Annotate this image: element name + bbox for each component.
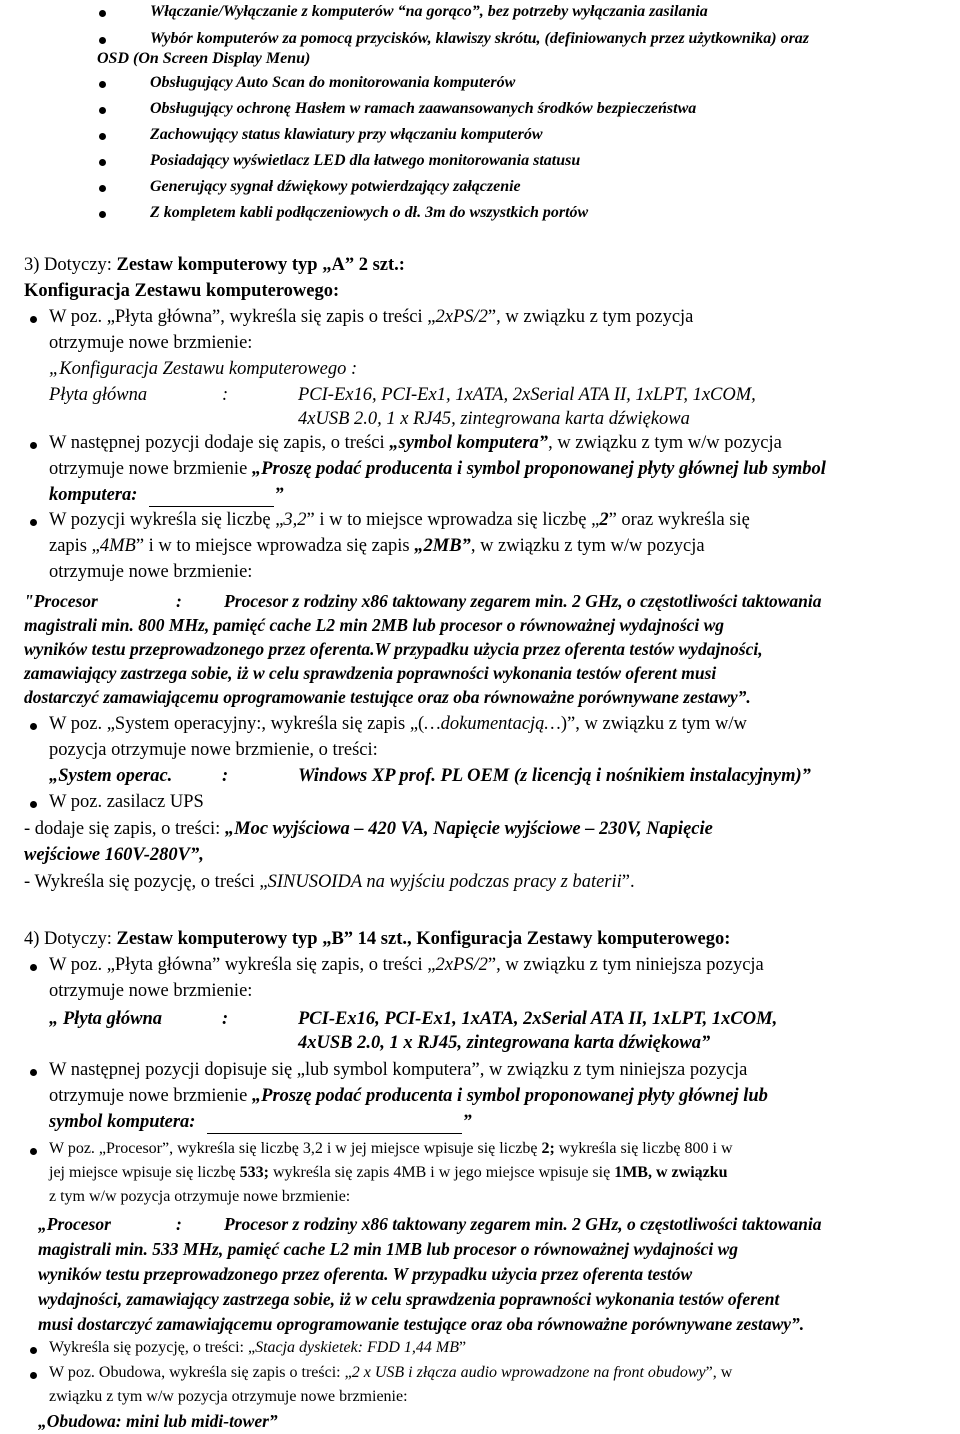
bullet [99, 133, 106, 140]
text: - Wykreśla się pozycję, o treści „ [24, 872, 268, 892]
paragraph-line [49, 1164, 728, 1182]
spec-label: „Procesor [38, 1214, 111, 1234]
text: ”, w związku z tym pozycja [487, 307, 694, 327]
spec-colon: : [222, 385, 229, 405]
spec-label: "Procesor [24, 591, 98, 611]
spec-value-cont: zamawiający zastrzega sobie, iż w celu sprawdzenia poprawności wykonania testów oferent musi [24, 663, 717, 683]
section-subheading: Konfiguracja Zestawu komputerowego: [24, 281, 340, 301]
text: ” [459, 1339, 467, 1356]
paragraph-line [49, 485, 284, 507]
bullet [99, 185, 106, 192]
spec-value-cont: dostarczyć zamawiającemu oprogramowanie testujące oraz oba równoważne porównywane zestawy”. [24, 687, 751, 707]
list-item-continuation: OSD (On Screen Display Menu) [97, 50, 311, 67]
text: Stacja dyskietek: FDD 1,44 MB [255, 1339, 459, 1356]
bullet [30, 1347, 37, 1354]
list-item: Obsługujący ochronę Hasłem w ramach zaawansowanych środków bezpieczeństwa [150, 100, 697, 117]
paragraph-line: „Konfiguracja Zestawu komputerowego : [49, 359, 358, 379]
text: W pozycji wykreśla się liczbę „ [49, 510, 284, 530]
text: komputera: [49, 485, 138, 505]
text: „Proszę podać producenta i symbol proponowanej płyty głównej lub [251, 1086, 768, 1106]
text: , w związku z tym w/w pozycja [548, 433, 782, 453]
text: ” i w to miejsce wprowadza się zapis [135, 536, 415, 556]
text: 2 [599, 510, 609, 530]
paragraph-line: wejściowe 160V-280V”, [24, 845, 204, 865]
paragraph-line: „Obudowa: mini lub midi-tower” [38, 1411, 278, 1431]
spec-value: Procesor z rodziny x86 taktowany zegarem min. 2 GHz, o częstotliwości taktowania [224, 591, 822, 611]
spec-value-cont: wyników testu przeprowadzonego przez oferenta. W przypadku użycia przez oferenta testów [38, 1264, 693, 1284]
spec-colon: : [222, 766, 229, 786]
spec-value: Windows XP prof. PL OEM (z licencją i nośnikiem instalacyjnym)” [298, 766, 811, 786]
text: „2MB” [414, 536, 471, 556]
paragraph-line [49, 536, 705, 557]
text: ”, w związku z tym niniejsza pozycja [487, 955, 764, 975]
spec-label: „System operac. [49, 766, 173, 786]
paragraph-line: pozycja otrzymuje nowe brzmienie, o treści: [49, 740, 378, 760]
bullet [30, 801, 37, 808]
text: ” [462, 1112, 472, 1132]
list-item: Wybór komputerów za pomocą przycisków, klawiszy skrótu, (definiowanych przez użytkownika) oraz [150, 30, 810, 47]
text: 2 x USB i złącza audio wprowadzone na front obudowy [351, 1364, 706, 1381]
text: SINUSOIDA na wyjściu podczas pracy z baterii [267, 872, 622, 892]
spec-value: Procesor z rodziny x86 taktowany zegarem min. 2 GHz, o częstotliwości taktowania [224, 1214, 822, 1234]
text: ”. [621, 872, 635, 892]
bullet [30, 964, 37, 971]
text: otrzymuje nowe brzmienie [49, 1086, 252, 1106]
text: „Proszę podać producenta i symbol proponowanej płyty głównej lub symbol [251, 459, 826, 479]
bullet [30, 1069, 37, 1076]
heading-prefix: 4) Dotyczy: [24, 929, 117, 949]
text: ” i w to miejsce wprowadza się liczbę „ [306, 510, 600, 530]
section-heading-4 [24, 929, 730, 950]
spec-label: Płyta główna [49, 385, 148, 405]
text: 533; [239, 1164, 269, 1181]
paragraph-line: otrzymuje nowe brzmienie: [49, 562, 253, 582]
paragraph [49, 307, 693, 328]
spec-value-cont: magistrali min. 533 MHz, pamięć cache L2 min 1MB lub procesor o równoważnej wydajności wg [38, 1239, 739, 1259]
bullet [30, 1148, 37, 1155]
text: „Moc wyjściowa – 420 VA, Napięcie wyjściowe – 230V, Napięcie [224, 819, 713, 839]
spec-value-cont: wydajności, zamawiający zastrzega sobie, iż w celu sprawdzenia poprawności wykonania testów oferent [38, 1289, 780, 1309]
spec-value-cont: 4xUSB 2.0, 1 x RJ45, zintegrowana karta dźwiękowa” [298, 1033, 711, 1053]
paragraph-line [49, 459, 826, 480]
bullet [30, 1372, 37, 1379]
text: W poz. „Płyta główna” wykreśla się zapis, o treści „ [49, 955, 436, 975]
spec-value-cont: musi dostarczyć zamawiającemu oprogramowanie testujące oraz oba równoważne porównywane zestawy”. [38, 1314, 805, 1334]
bullet [99, 159, 106, 166]
blank-line [149, 485, 274, 507]
text: Wykreśla się pozycję, o treści: „ [49, 1339, 256, 1356]
text: 2xPS/2 [435, 307, 488, 327]
spec-value-cont: magistrali min. 800 MHz, pamięć cache L2 min 2MB lub procesor o równoważnej wydajności wg [24, 615, 725, 635]
bullet [99, 81, 106, 88]
bullet [30, 723, 37, 730]
paragraph [49, 433, 782, 454]
paragraph-line: otrzymuje nowe brzmienie: [49, 333, 253, 353]
list-item: Generujący sygnał dźwiękowy potwierdzający załączenie [150, 178, 521, 195]
spec-colon: : [176, 591, 182, 611]
spec-value-cont: wyników testu przeprowadzonego przez oferenta.W przypadku użycia przez oferenta testów wydajności, [24, 639, 763, 659]
text: wykreśla się zapis 4MB i w jego miejsce wpisuje się [268, 1164, 615, 1181]
bullet [30, 316, 37, 323]
bullet [30, 519, 37, 526]
list-item: Posiadający wyświetlacz LED dla łatwego monitorowania statusu [150, 152, 581, 169]
paragraph [49, 955, 764, 976]
text: ”, w [705, 1364, 733, 1381]
text: wykreśla się liczbę 800 i w [554, 1140, 733, 1157]
spec-label: „ Płyta główna [49, 1009, 163, 1029]
list-item: Zachowujący status klawiatury przy włączaniu komputerów [150, 126, 543, 143]
text: ” [274, 485, 284, 505]
spec-value: PCI-Ex16, PCI-Ex1, 1xATA, 2xSerial ATA II, 1xLPT, 1xCOM, [298, 385, 756, 405]
paragraph: W następnej pozycji dopisuje się „lub symbol komputera”, w związku z tym niniejsza pozycja [49, 1060, 748, 1080]
heading-prefix: 3) Dotyczy: [24, 255, 117, 275]
paragraph [49, 714, 747, 735]
bullet [99, 107, 106, 114]
paragraph-line [49, 1086, 768, 1107]
text: 1MB, w związku [614, 1164, 728, 1181]
text: W poz. „System operacyjny:, wykreśla się zapis „( [49, 714, 425, 734]
bullet [99, 10, 106, 17]
paragraph-line: otrzymuje nowe brzmienie: [49, 981, 253, 1001]
list-item: Obsługujący Auto Scan do monitorowania komputerów [150, 74, 516, 91]
paragraph [49, 1364, 732, 1382]
text: symbol komputera: [49, 1112, 196, 1132]
blank-line [207, 1112, 462, 1134]
list-item: Z kompletem kabli podłączeniowych o dł. 3m do wszystkich portów [150, 204, 589, 221]
paragraph-line [24, 819, 713, 840]
paragraph-line [24, 872, 635, 893]
bullet [99, 211, 106, 218]
text: W następnej pozycji dodaje się zapis, o treści [49, 433, 390, 453]
spec-value-cont: 4xUSB 2.0, 1 x RJ45, zintegrowana karta dźwiękowa [298, 409, 690, 429]
text: otrzymuje nowe brzmienie [49, 459, 252, 479]
heading-bold: Zestaw komputerowy typ „B” 14 szt. [116, 929, 408, 949]
text: ” oraz wykreśla się [608, 510, 750, 530]
text: …dokumentacją… [424, 714, 561, 734]
paragraph [49, 1140, 733, 1158]
heading-rest: , Konfiguracja Zestawy komputerowego: [407, 929, 731, 949]
paragraph: W poz. zasilacz UPS [49, 792, 204, 812]
bullet [30, 442, 37, 449]
list-item: Włączanie/Wyłączanie z komputerów “na gorąco”, bez potrzeby wyłączania zasilania [150, 3, 708, 20]
paragraph [49, 510, 750, 531]
text: 2; [541, 1140, 555, 1157]
text: W poz. „Procesor”, wykreśla się liczbę 3,2 i w jej miejsce wpisuje się liczbę [49, 1140, 542, 1157]
spec-colon: : [176, 1214, 182, 1234]
section-heading-3 [24, 255, 405, 276]
paragraph-line [49, 1112, 472, 1134]
text: 3,2 [283, 510, 307, 530]
heading-bold: Zestaw komputerowy typ „A” 2 szt.: [116, 255, 405, 275]
text: W poz. „Płyta główna”, wykreśla się zapis o treści „ [49, 307, 436, 327]
spec-colon: : [222, 1009, 229, 1029]
paragraph-line: związku z tym w/w pozycja otrzymuje nowe brzmienie: [49, 1388, 408, 1405]
text: W poz. Obudowa, wykreśla się zapis o treści: „ [49, 1364, 352, 1381]
paragraph-line: z tym w/w pozycja otrzymuje nowe brzmienie: [49, 1188, 351, 1205]
paragraph [49, 1339, 466, 1357]
text: , w związku z tym w/w pozycja [470, 536, 705, 556]
text: - dodaje się zapis, o treści: [24, 819, 225, 839]
text: 4MB [99, 536, 136, 556]
text: 2xPS/2 [435, 955, 488, 975]
text: jej miejsce wpisuje się liczbę [49, 1164, 240, 1181]
bullet [99, 37, 106, 44]
text: „symbol komputera” [389, 433, 549, 453]
spec-value: PCI-Ex16, PCI-Ex1, 1xATA, 2xSerial ATA II, 1xLPT, 1xCOM, [298, 1009, 778, 1029]
text: )”, w związku z tym w/w [560, 714, 747, 734]
text: zapis „ [49, 536, 100, 556]
